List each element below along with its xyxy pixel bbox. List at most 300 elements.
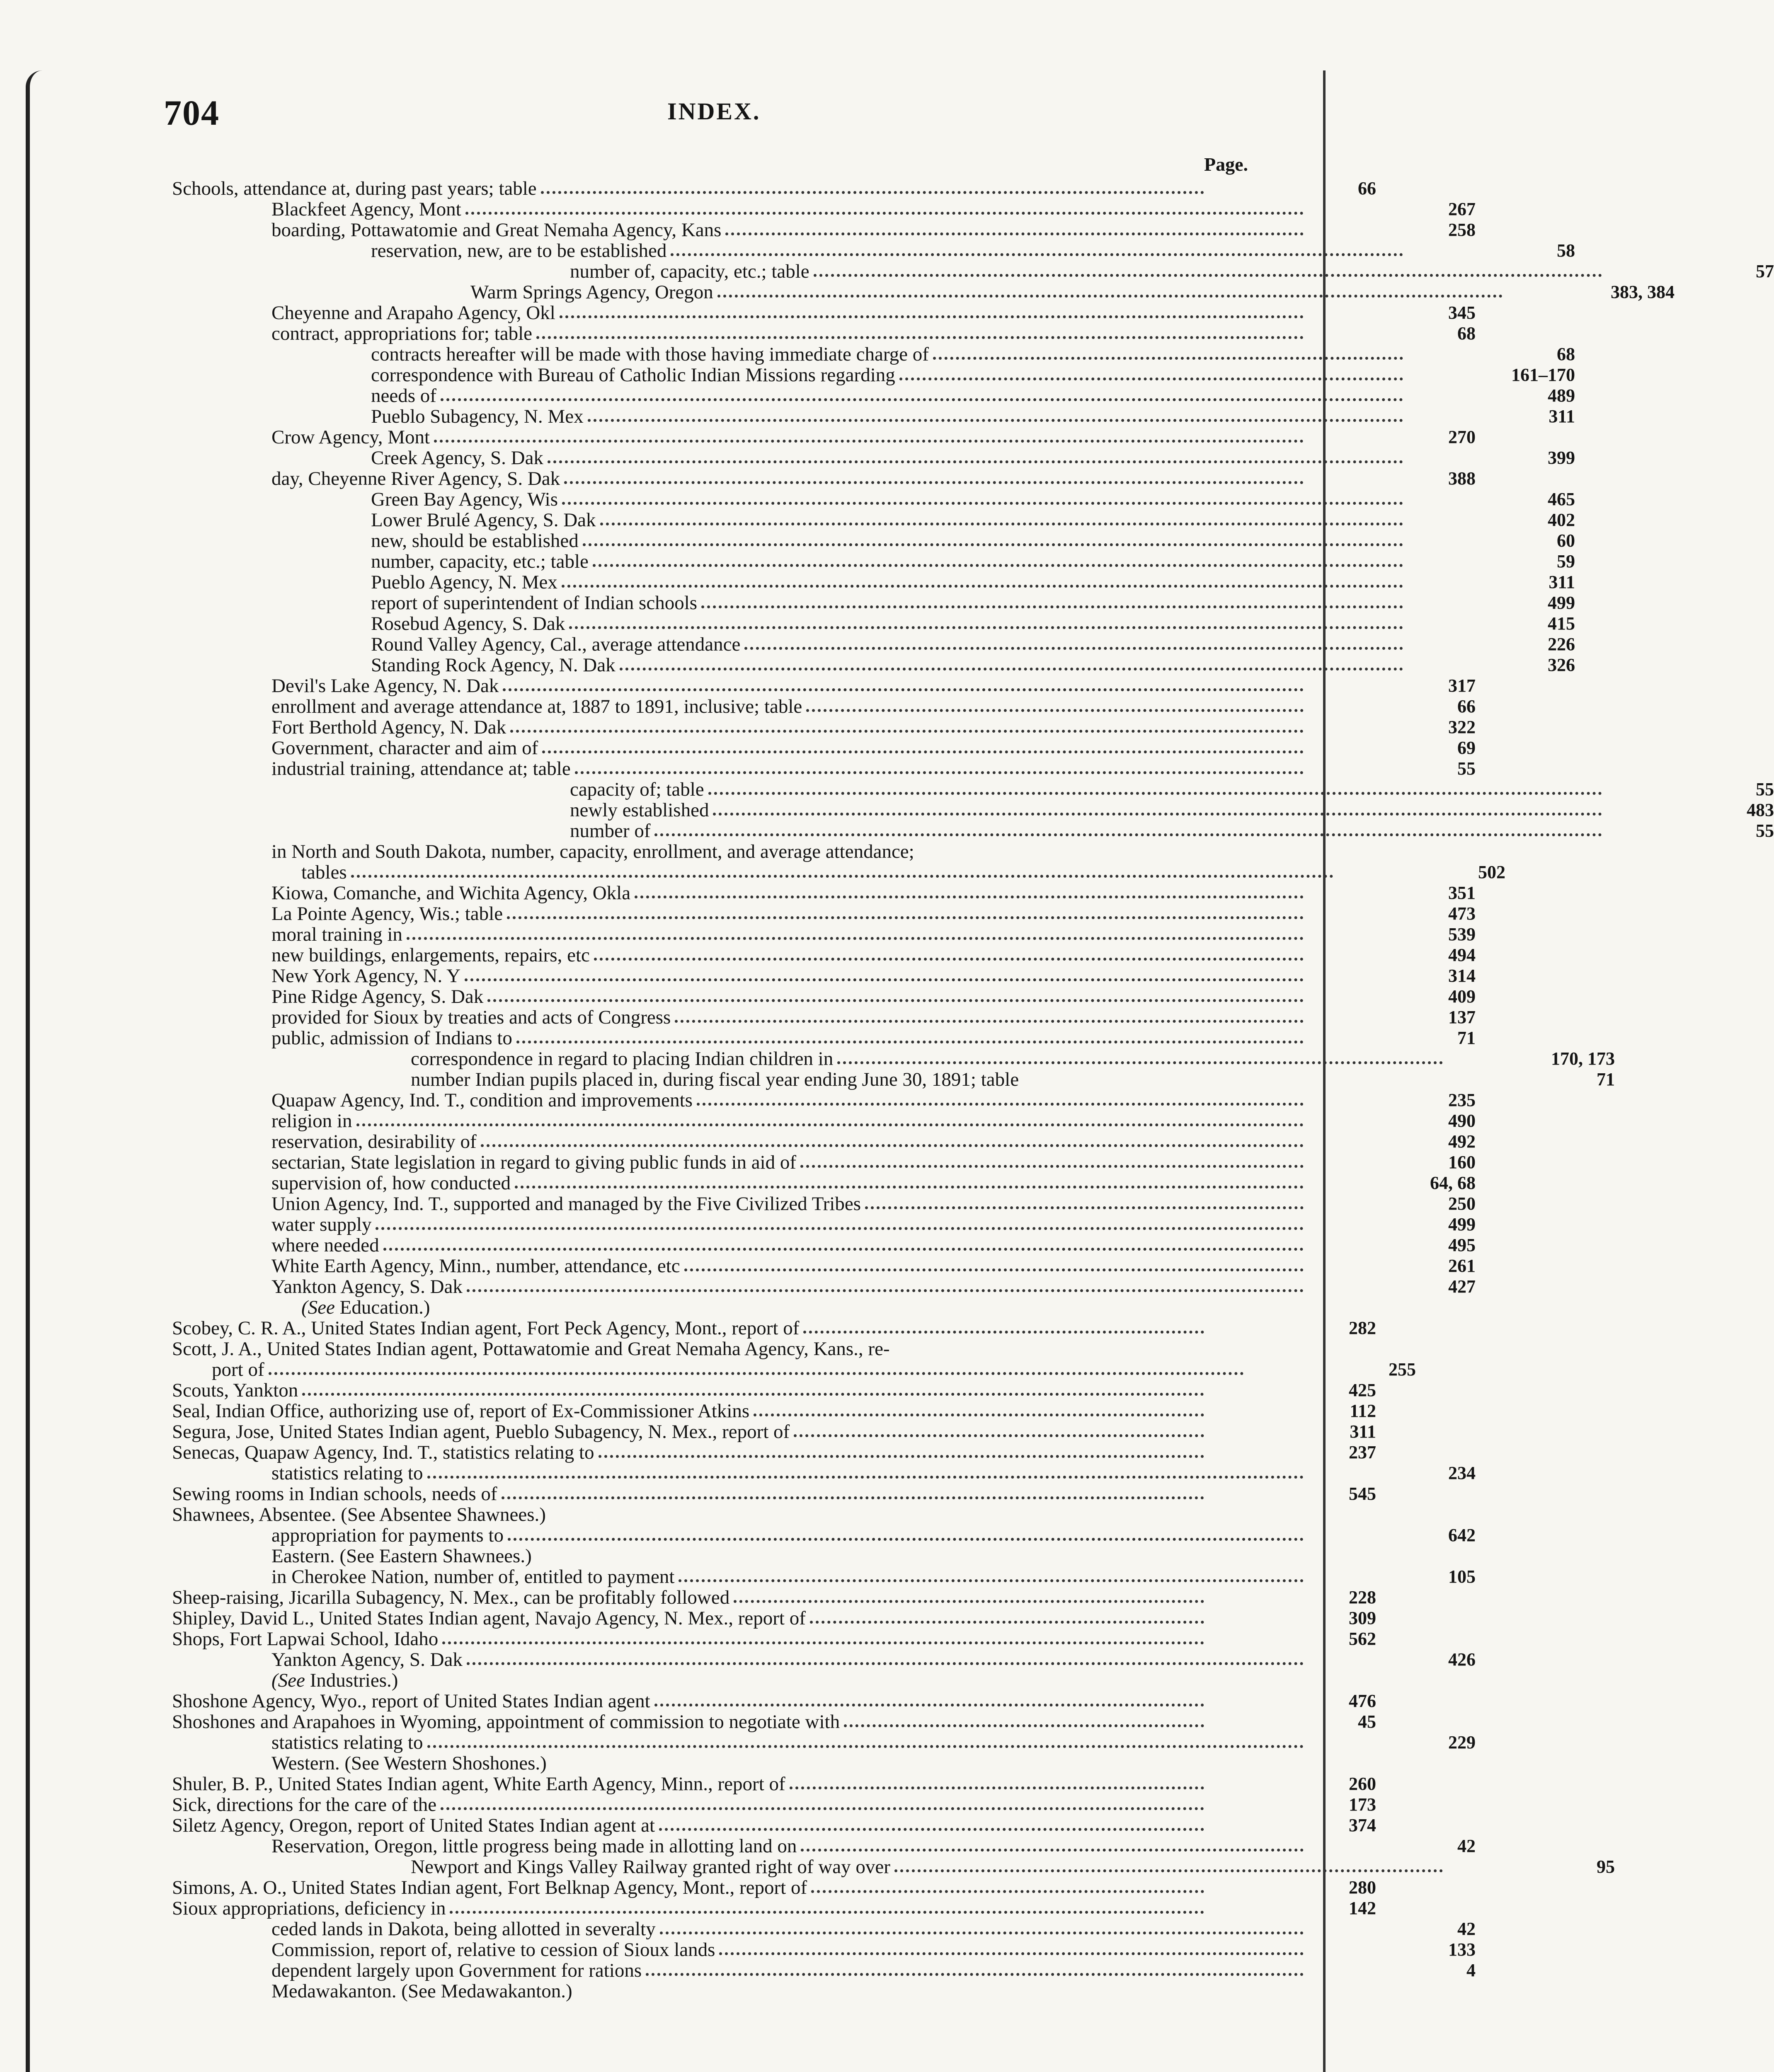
index-entry-label: number Indian pupils placed in, during fiscal year ending June 30, 1891; table <box>411 1069 1019 1090</box>
index-entry-label: new, should be established <box>371 530 579 552</box>
see-reference-prefix: (See <box>271 1670 310 1691</box>
dot-leader <box>564 481 1304 484</box>
index-entry <box>172 1007 1476 1028</box>
index-entry <box>172 1918 1476 1940</box>
page-reference: 258 <box>1448 220 1476 240</box>
see-reference-prefix: (See <box>301 1297 340 1318</box>
dot-leader <box>800 1165 1304 1168</box>
index-entry <box>172 323 1476 344</box>
page-reference: 399 <box>1548 448 1575 468</box>
dot-leader <box>569 626 1403 629</box>
index-entry-text <box>271 1111 352 1131</box>
page-reference: 388 <box>1448 468 1476 489</box>
index-entry <box>172 1193 1476 1215</box>
dot-leader <box>407 937 1304 940</box>
index-entry-text <box>271 1090 693 1111</box>
page-reference: 237 <box>1349 1442 1376 1462</box>
index-entry <box>172 1504 1208 1525</box>
index-entry <box>172 489 1575 510</box>
dot-leader <box>837 1061 1443 1064</box>
index-entry <box>172 1960 1476 1981</box>
dot-leader <box>660 1932 1304 1934</box>
dot-leader <box>503 688 1304 691</box>
page-reference: 282 <box>1349 1318 1376 1338</box>
index-entry <box>172 1380 1376 1401</box>
index-entry-label: Scobey, C. R. A., United States Indian agent, Fort Peck Agency, Mont., report of <box>172 1317 800 1339</box>
index-entry-text <box>271 1007 671 1028</box>
index-entry-label: religion in <box>271 1110 352 1132</box>
index-entry-text <box>271 675 499 696</box>
index-entry-label: La Pointe Agency, Wis.; table <box>271 903 503 925</box>
page-reference: 311 <box>1350 1421 1376 1442</box>
index-entry-label: number, capacity, etc.; table <box>371 551 589 572</box>
page-reference: 161–170 <box>1511 365 1575 385</box>
index-entry-text <box>172 1504 546 1525</box>
index-entry-text <box>271 1753 547 1774</box>
index-entry <box>172 240 1575 261</box>
dot-leader <box>894 1869 1443 1872</box>
dot-leader <box>659 1828 1204 1831</box>
dot-leader <box>754 1414 1204 1416</box>
page-reference: 105 <box>1448 1566 1476 1587</box>
dot-leader <box>806 709 1304 712</box>
dot-leader <box>427 1745 1304 1748</box>
dot-leader <box>620 668 1403 670</box>
index-entry <box>172 1152 1476 1173</box>
index-entry-label: Shoshones and Arapahoes in Wyoming, appointment of commission to negotiate with <box>172 1711 840 1733</box>
index-entry-text <box>271 1960 642 1981</box>
index-entry <box>172 1773 1376 1795</box>
index-entry-text <box>271 1152 796 1173</box>
index-entry-label: number of <box>570 820 651 842</box>
index-entry <box>172 1400 1376 1422</box>
page-reference: 322 <box>1448 717 1476 737</box>
page-reference: 545 <box>1349 1484 1376 1504</box>
index-entry <box>172 1690 1376 1712</box>
index-entry <box>172 1732 1476 1753</box>
index-entry-label: industrial training, attendance at; table <box>271 758 571 779</box>
index-entry <box>172 903 1476 925</box>
index-entry-label: Sewing rooms in Indian schools, needs of <box>172 1483 497 1505</box>
index-entry-label: report of superintendent of Indian schools <box>371 592 698 614</box>
index-entry-text <box>271 1546 532 1566</box>
index-entry-text <box>271 303 555 323</box>
page-reference: 490 <box>1448 1111 1476 1131</box>
page-reference: 402 <box>1548 510 1575 530</box>
page-reference: 494 <box>1448 945 1476 965</box>
dot-leader <box>814 274 1602 277</box>
index-entry <box>172 882 1476 904</box>
running-head: INDEX. <box>667 98 761 125</box>
index-entry-text <box>301 862 347 883</box>
dot-leader <box>684 1268 1304 1271</box>
dot-leader <box>794 1434 1204 1437</box>
page-reference: 229 <box>1448 1732 1476 1752</box>
index-entry <box>172 1027 1476 1049</box>
index-entry-text <box>411 1069 1019 1090</box>
index-entry-text <box>570 779 704 800</box>
index-entry <box>172 1607 1376 1629</box>
index-entry-text <box>371 344 929 365</box>
index-entry-text <box>271 1235 379 1256</box>
dot-leader <box>719 1952 1304 1955</box>
index-entry-text <box>271 1939 715 1960</box>
page-reference: 267 <box>1448 199 1476 219</box>
index-entry-text <box>271 1131 477 1152</box>
index-entry-text <box>570 800 709 821</box>
index-entry-label: Scott, J. A., United States Indian agent, Pottawatomie and Great Nemaha Agency, Kans., re- <box>172 1338 890 1360</box>
index-entry-text <box>271 758 571 779</box>
index-entry-label: enrollment and average attendance at, 1887 to 1891, inclusive; table <box>271 696 802 717</box>
index-entry-label: Simons, A. O., United States Indian agent, Fort Belknap Agency, Mont., report of <box>172 1877 807 1898</box>
index-entry-label: Sioux appropriations, deficiency in <box>172 1898 446 1919</box>
index-entry <box>172 1877 1376 1898</box>
page-reference: 499 <box>1448 1214 1476 1234</box>
index-entry-text <box>371 613 565 634</box>
index-entry <box>172 344 1575 365</box>
index-entry <box>172 1172 1476 1194</box>
index-entry-label: Yankton Agency, S. Dak <box>271 1276 463 1297</box>
index-entry-text <box>371 240 666 261</box>
index-entry <box>172 1711 1376 1733</box>
index-entry-text <box>271 1566 674 1587</box>
index-entry-text <box>172 1815 655 1836</box>
index-entry-label: correspondence with Bureau of Catholic Indian Missions regarding <box>371 364 895 386</box>
index-entry-text <box>371 551 589 572</box>
index-entry-text <box>271 427 430 448</box>
index-entry-text <box>271 220 721 240</box>
dot-leader <box>376 1227 1304 1230</box>
dot-leader <box>697 1103 1304 1106</box>
index-entry-text <box>271 1463 423 1484</box>
page-reference: 68 <box>1457 323 1476 344</box>
dot-leader <box>516 1041 1304 1043</box>
index-entry <box>172 1110 1476 1132</box>
index-entry-label: Green Bay Agency, Wis <box>371 489 558 510</box>
index-entry-text <box>271 738 538 758</box>
index-entry-label: Cheyenne and Arapaho Agency, Okl <box>271 302 555 324</box>
page-reference: 314 <box>1448 966 1476 986</box>
index-entry-text <box>172 178 537 199</box>
page-reference: 58 <box>1557 240 1575 261</box>
index-entry-label: moral training in <box>271 924 402 945</box>
dot-leader <box>351 875 1333 878</box>
index-entry-label: Pueblo Agency, N. Mex <box>371 571 557 593</box>
index-entry-label: Devil's Lake Agency, N. Dak <box>271 675 499 697</box>
index-entry-text <box>470 282 713 303</box>
index-entry-text <box>271 1028 512 1048</box>
page-reference: 489 <box>1548 385 1575 406</box>
index-entry-label: appropriation for payments to <box>271 1525 504 1546</box>
dot-leader <box>593 564 1403 567</box>
index-entry-text <box>271 1649 463 1670</box>
index-entry-label: Siletz Agency, Oregon, report of United States Indian agent at <box>172 1815 655 1836</box>
dot-leader <box>467 1289 1304 1292</box>
page-reference: 234 <box>1448 1463 1476 1483</box>
dot-leader <box>450 1911 1204 1914</box>
dot-leader <box>635 896 1304 898</box>
index-entry-text <box>271 945 590 966</box>
page-reference: 60 <box>1557 530 1575 551</box>
page-reference: 326 <box>1548 655 1575 675</box>
page-reference: 415 <box>1548 613 1575 634</box>
index-entry-text <box>172 1380 298 1401</box>
page-reference: 142 <box>1349 1898 1376 1918</box>
index-entry-label: reservation, new, are to be established <box>371 240 667 261</box>
index-entry <box>172 1048 1615 1070</box>
index-entry-label: correspondence in regard to placing Indian children in <box>411 1048 834 1070</box>
index-entry-label: Schools, attendance at, during past years; table <box>172 178 537 199</box>
index-entry-text <box>371 634 740 655</box>
index-entry-label: Eastern. (See Eastern Shawnees.) <box>271 1545 532 1567</box>
index-entry <box>172 1856 1615 1878</box>
dot-leader <box>583 543 1403 546</box>
page-reference: 170, 173 <box>1551 1048 1615 1069</box>
index-entry-label: Sick, directions for the care of the <box>172 1794 437 1815</box>
index-entry <box>172 1628 1376 1650</box>
index-entry-label: newly established <box>570 799 709 821</box>
index-entry-text <box>271 1173 511 1193</box>
index-entry-text <box>271 1214 371 1235</box>
index-entry-text <box>172 1318 799 1339</box>
index-entry <box>172 1566 1476 1588</box>
index-entry-label: Kiowa, Comanche, and Wichita Agency, Okla <box>271 882 631 904</box>
page-reference: 383, 384 <box>1611 282 1675 302</box>
dot-leader <box>654 1704 1204 1706</box>
page-reference: 68 <box>1557 344 1575 364</box>
index-entry <box>172 779 1774 800</box>
dot-leader <box>541 191 1204 194</box>
index-entry-text <box>172 1711 840 1732</box>
index-entry <box>172 737 1476 759</box>
page-reference: 66 <box>1358 178 1376 198</box>
index-entry-text <box>172 1691 650 1711</box>
dot-leader <box>269 1372 1244 1375</box>
index-entry <box>172 1276 1476 1297</box>
index-entry-label: Sheep-raising, Jicarilla Subagency, N. Mex., can be profitably followed <box>172 1587 730 1608</box>
index-entry-label: Union Agency, Ind. T., supported and managed by the Five Civilized Tribes <box>271 1193 861 1215</box>
index-entry <box>172 426 1476 448</box>
index-entry-label: sectarian, State legislation in regard to giving public funds in aid of <box>271 1152 797 1173</box>
index-entry-text <box>271 1981 572 2002</box>
index-entry-text <box>301 1297 430 1318</box>
dot-leader <box>481 1144 1304 1147</box>
index-entry-text <box>271 903 503 924</box>
dot-leader <box>434 440 1304 443</box>
index-entry-text <box>172 1587 729 1608</box>
index-entry-label: Round Valley Agency, Cal., average attendance <box>371 634 741 655</box>
index-entry-label: Scouts, Yankton <box>172 1380 298 1401</box>
index-entry <box>172 1359 1416 1380</box>
index-entry-text <box>371 406 584 427</box>
page-reference: 4 <box>1466 1960 1476 1980</box>
page-reference: 427 <box>1448 1276 1476 1297</box>
index-entry <box>172 1483 1376 1505</box>
index-entry-label: water supply <box>271 1214 372 1235</box>
index-entry-label: dependent largely upon Government for rations <box>271 1960 642 1981</box>
index-entry-text <box>271 323 532 344</box>
index-entry <box>172 406 1575 427</box>
page-reference: 255 <box>1389 1359 1416 1380</box>
page-reference: 57 <box>1756 261 1774 281</box>
index-entry-label: Shawnees, Absentee. (See Absentee Shawnees.) <box>172 1504 546 1525</box>
index-entry <box>172 1131 1476 1152</box>
index-entry-label: Warm Springs Agency, Oregon <box>470 281 713 303</box>
page-reference: 476 <box>1349 1691 1376 1711</box>
dot-leader <box>562 502 1403 505</box>
index-entry <box>172 468 1476 489</box>
dot-leader <box>356 1123 1304 1126</box>
index-entry-text <box>172 1794 436 1815</box>
dot-leader <box>510 730 1304 733</box>
index-entry-label: Industries.) <box>310 1670 398 1691</box>
page-reference: 499 <box>1548 593 1575 613</box>
index-entry-label: public, admission of Indians to <box>271 1027 512 1049</box>
index-entry <box>172 1421 1376 1443</box>
dot-leader <box>441 1807 1204 1810</box>
index-entry <box>172 447 1575 469</box>
index-entry-text <box>172 1401 749 1421</box>
index-entry-label: needs of <box>371 385 436 407</box>
page-reference: 55 <box>1457 758 1476 779</box>
dot-leader <box>801 1849 1304 1852</box>
page-reference: 562 <box>1349 1629 1376 1649</box>
page-reference: 280 <box>1349 1877 1376 1898</box>
index-entry-label: statistics relating to <box>271 1462 423 1484</box>
dot-leader <box>671 253 1403 256</box>
page-reference: 495 <box>1448 1235 1476 1255</box>
dot-leader <box>865 1206 1304 1209</box>
index-entry-text <box>271 1836 797 1857</box>
index-entry-label: in Cherokee Nation, number of, entitled to payment <box>271 1566 675 1588</box>
page-reference: 502 <box>1478 862 1505 882</box>
page-reference: 42 <box>1457 1836 1476 1856</box>
dot-leader <box>717 295 1503 298</box>
page-reference: 642 <box>1448 1525 1476 1545</box>
index-entry <box>172 261 1774 282</box>
page-reference: 160 <box>1448 1152 1476 1172</box>
page-reference: 539 <box>1448 924 1476 944</box>
index-entry-text <box>271 1732 423 1753</box>
index-entry <box>172 302 1476 324</box>
page-reference: 465 <box>1548 489 1575 509</box>
index-entry-text <box>271 883 630 903</box>
index-entry <box>172 1649 1476 1670</box>
page-reference: 228 <box>1349 1587 1376 1607</box>
page-reference: 55 <box>1756 821 1774 841</box>
index-entry-text <box>271 717 506 738</box>
index-entry-text <box>411 1048 833 1069</box>
page-reference: 250 <box>1448 1193 1476 1214</box>
index-entry-label: Blackfeet Agency, Mont <box>271 198 461 220</box>
page-reference: 351 <box>1448 883 1476 903</box>
dot-leader <box>548 460 1403 463</box>
index-entry <box>172 613 1575 634</box>
dot-leader <box>654 833 1602 836</box>
index-entry <box>172 1339 1208 1359</box>
dot-leader <box>734 1600 1204 1603</box>
index-entry-label: Fort Berthold Agency, N. Dak <box>271 716 507 738</box>
dot-leader <box>600 523 1403 525</box>
index-entry <box>172 965 1476 987</box>
dot-leader <box>803 1331 1204 1334</box>
index-entry <box>172 654 1575 676</box>
index-entry-label: number of, capacity, etc.; table <box>570 261 809 282</box>
index-entry-label: Yankton Agency, S. Dak <box>271 1649 463 1670</box>
page-reference: 260 <box>1349 1774 1376 1794</box>
index-entry-label: Shops, Fort Lapwai School, Idaho <box>172 1628 439 1650</box>
dot-leader <box>844 1724 1204 1727</box>
index-entry <box>172 1670 1308 1691</box>
dot-leader <box>383 1248 1304 1251</box>
index-entry-label: Senecas, Quapaw Agency, Ind. T., statistics relating to <box>172 1442 594 1463</box>
index-entry-text <box>271 199 461 220</box>
index-entry-text <box>271 1525 504 1546</box>
index-entry-label: statistics relating to <box>271 1732 423 1753</box>
dot-leader <box>675 1020 1304 1023</box>
page-reference: 42 <box>1457 1919 1476 1939</box>
dot-leader <box>646 1973 1304 1976</box>
index-entry-text <box>271 841 914 862</box>
index-entry-label: provided for Sioux by treaties and acts of Congress <box>271 1007 671 1028</box>
index-entry <box>172 1089 1476 1111</box>
index-entry <box>172 509 1575 531</box>
dot-leader <box>502 1496 1204 1499</box>
dot-leader <box>465 978 1304 981</box>
index-entry-label: tables <box>301 862 347 883</box>
index-entry-label: supervision of, how conducted <box>271 1172 511 1194</box>
page-reference: 309 <box>1349 1608 1376 1628</box>
index-entry <box>172 758 1476 779</box>
page-reference: 235 <box>1448 1090 1476 1110</box>
index-entry-label: Quapaw Agency, Ind. T., condition and improvements <box>271 1089 693 1111</box>
index-entry-label: capacity of; table <box>570 779 704 800</box>
dot-leader <box>427 1476 1304 1479</box>
page-reference: 426 <box>1448 1649 1476 1670</box>
page-reference: 45 <box>1358 1711 1376 1732</box>
index-entry <box>172 571 1575 593</box>
dot-leader <box>594 958 1304 961</box>
index-entry-text <box>172 1442 594 1463</box>
index-entry <box>172 551 1575 572</box>
index-entry-label: Reservation, Oregon, little progress being made in allotting land on <box>271 1835 797 1857</box>
page-reference: 133 <box>1448 1939 1476 1960</box>
index-entry <box>172 1587 1376 1608</box>
index-entry <box>172 716 1476 738</box>
index-entry-label: Shipley, David L., United States Indian agent, Navajo Agency, N. Mex., report of <box>172 1607 806 1629</box>
dot-leader <box>790 1786 1204 1789</box>
dot-leader <box>508 1538 1304 1541</box>
index-entry <box>172 1069 1615 1090</box>
index-entry-label: Seal, Indian Office, authorizing use of, report of Ex-Commissioner Atkins <box>172 1400 750 1422</box>
index-entry-label: Pine Ridge Agency, S. Dak <box>271 986 484 1007</box>
index-entry <box>172 1234 1476 1256</box>
index-entry-text <box>371 365 895 385</box>
index-entry-text <box>212 1359 264 1380</box>
index-entry <box>172 924 1476 945</box>
index-entry-label: where needed <box>271 1234 379 1256</box>
page-reference: 483 <box>1747 800 1774 820</box>
dot-leader <box>588 419 1403 422</box>
index-entry-label: boarding, Pottawatomie and Great Nemaha Agency, Kans <box>271 219 722 241</box>
dot-leader <box>536 336 1304 339</box>
page-reference: 69 <box>1457 738 1476 758</box>
dot-leader <box>599 1455 1204 1458</box>
page-reference: 64, 68 <box>1430 1173 1476 1193</box>
index-entry <box>172 841 1308 862</box>
index-entry <box>172 820 1774 842</box>
index-entry-text <box>570 821 650 841</box>
